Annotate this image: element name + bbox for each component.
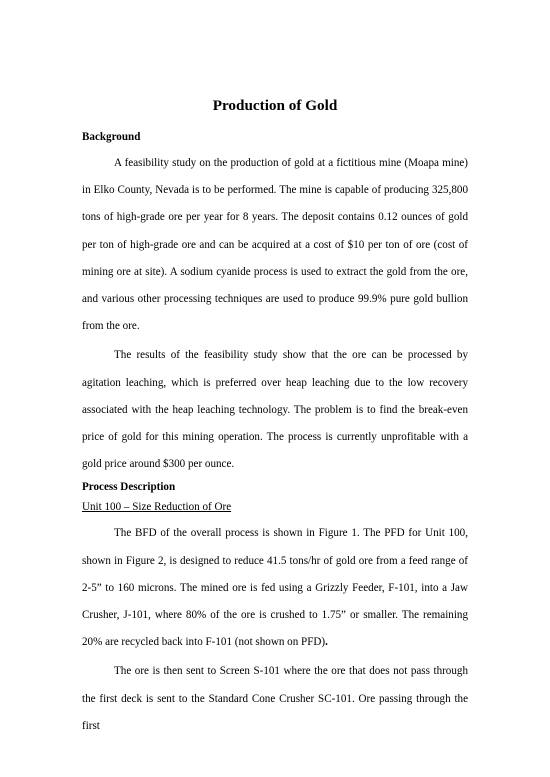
process-paragraph-1-text: The BFD of the overall process is shown in Figure 1. The PFD for Unit 100, shown in Figure 2, is designed to reduce 41.5 tons/hr of gold ore from a feed range of 2-5” to 160 microns. The mined ore is fed using a Grizzly Feeder, F-101, into a Jaw Crusher, J-101, where 80% of the ore is crushed to 1.75” or smaller. The remaining 20% are recycled back into F-101 (not shown on PFD) — [82, 527, 468, 649]
background-paragraph-1: A feasibility study on the production of gold at a fictitious mine (Moapa mine) in Elko County, Nevada is to be performed. The mine is capable of producing 325,800 tons of high-grade ore per year for 8 years. The deposit contains 0.12 ounces of gold per ton of high-grade ore and can be acquired at a cost of $10 per ton of ore (cost of mining ore at site). A sodium cyanide process is used to extract the gold from the ore, and various other processing techniques are used to produce 99.9% pure gold bullion from the ore. — [82, 157, 468, 333]
section-heading-background: Background — [82, 131, 141, 143]
process-paragraph-1-period: . — [325, 636, 328, 649]
subsection-heading-unit-100: Unit 100 – Size Reduction of Ore — [82, 501, 232, 514]
section-heading-process-description: Process Description — [82, 481, 176, 494]
page-title: Production of Gold — [212, 97, 338, 114]
process-paragraph-2: The ore is then sent to Screen S-101 where the ore that does not pass through the first deck is sent to the Standard Cone Crusher SC-101. Ore passing through the first — [82, 665, 468, 732]
document-body — [82, 96, 468, 740]
process-paragraph-1 — [82, 520, 468, 656]
background-paragraph-2: The results of the feasibility study show that the ore can be processed by agitation leaching, which is preferred over heap leaching due to the low recovery associated with the heap leaching technology. The problem is to find the break-even price of gold for this mining operation. The process is currently unprofitable with a gold price around $300 per ounce. — [82, 349, 468, 471]
